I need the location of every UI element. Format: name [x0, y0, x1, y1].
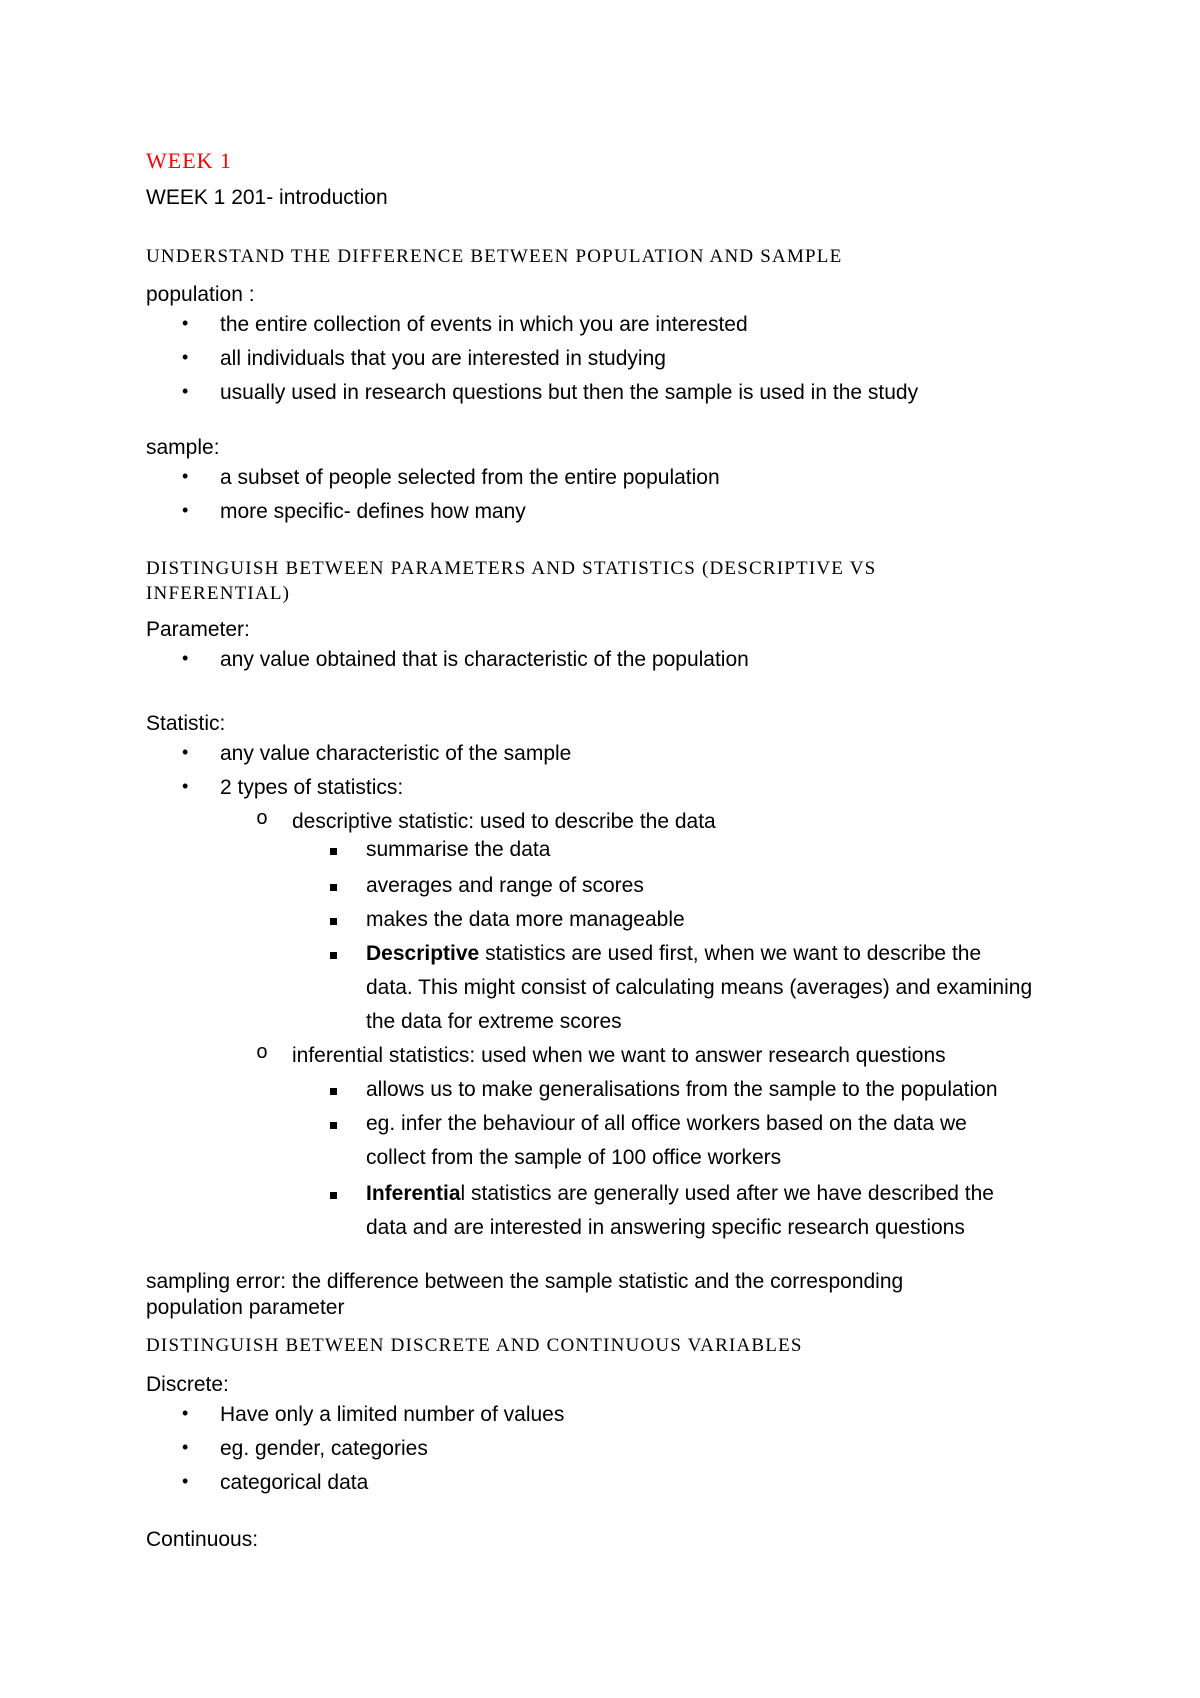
bullet-icon: •: [182, 500, 189, 520]
sample-label: sample:: [146, 436, 220, 459]
continuous-label: Continuous:: [146, 1528, 259, 1551]
bullet-icon: •: [182, 648, 189, 668]
circle-bullet-icon: o: [256, 808, 269, 831]
square-bullet-icon: [330, 1192, 337, 1199]
bullet-icon: •: [182, 466, 189, 486]
week-title: WEEK 1: [146, 148, 233, 173]
square-bullet-icon: [330, 884, 337, 891]
bullet-icon: •: [182, 313, 189, 333]
document-page: WEEK 1 WEEK 1 201- introduction UNDERSTAND THE DIFFERENCE BETWEEN POPULATION AND SAMPLE population : • the entire collection of events in which you are interested • all individuals that you are interested in studying • usually used in research questions but then the sample is used in the study sample: • a subset of people selected from the entire population • more specific- defines how many DISTINGUISH BETWEEN PARAMETERS AND STATISTICS (DESCRIPTIVE VS INFERENTIAL) Parameter: • any value obtained that is characteristic of the population Statistic: • any value characteristic of the sample • 2 types of statistics: o descriptive statistic: used to describe the data summarise the data averages and range of scores makes the data more manageable Descriptive statistics are used first, when we want to describe the data. This might consist of calculating means (averages) and examining the data for extreme scores o inferential statistics: used when we want to answer research questions allows us to make generalisations from the sample to the population eg. infer the behaviour of all office workers based on the data we collect from the sample of 100 office workers Inferential statistics are generally used after we have described the data and are interested in answering specific research questions sampling error: the difference between the sample statistic and the corresponding population parameter DISTINGUISH BETWEEN DISCRETE AND CONTINUOUS VARIABLES Discrete: • Have only a limited number of values • eg. gender, categories • categorical data Continuous:: [146, 148, 1033, 1551]
subtitle: WEEK 1 201- introduction: [146, 186, 388, 209]
bullet-icon: •: [182, 1403, 189, 1423]
square-bullet-icon: [330, 848, 337, 855]
bullet-icon: •: [182, 381, 189, 401]
square-bullet-icon: [330, 918, 337, 925]
population-label: population :: [146, 283, 255, 306]
square-bullet-icon: [330, 952, 337, 959]
bullet-icon: •: [182, 1437, 189, 1457]
statistic-label: Statistic:: [146, 712, 226, 735]
bullet-icon: •: [182, 1471, 189, 1491]
list-item-continuation: the data for extreme scores: [366, 1010, 622, 1033]
section-heading-population-sample: UNDERSTAND THE DIFFERENCE BETWEEN POPULATION AND SAMPLE: [146, 246, 843, 267]
sampling-error-text: sampling error: the difference between the sample statistic and the corresponding population parameter: [146, 1270, 904, 1319]
circle-bullet-icon: o: [256, 1042, 269, 1065]
list-item-continuation: collect from the sample of 100 office workers: [366, 1146, 782, 1169]
parameter-label: Parameter:: [146, 618, 250, 641]
list-item-continuation: data and are interested in answering specific research questions: [366, 1216, 965, 1239]
bullet-icon: •: [182, 742, 189, 762]
square-bullet-icon: [330, 1122, 337, 1129]
discrete-label: Discrete:: [146, 1373, 229, 1396]
bullet-icon: •: [182, 776, 189, 796]
list-item-continuation: data. This might consist of calculating means (averages) and examining: [366, 976, 1033, 999]
square-bullet-icon: [330, 1088, 337, 1095]
section-heading-discrete-continuous: DISTINGUISH BETWEEN DISCRETE AND CONTINUOUS VARIABLES: [146, 1335, 803, 1356]
bullet-icon: •: [182, 347, 189, 367]
section-heading-parameters-statistics: DISTINGUISH BETWEEN PARAMETERS AND STATISTICS (DESCRIPTIVE VS INFERENTIAL): [146, 558, 877, 604]
